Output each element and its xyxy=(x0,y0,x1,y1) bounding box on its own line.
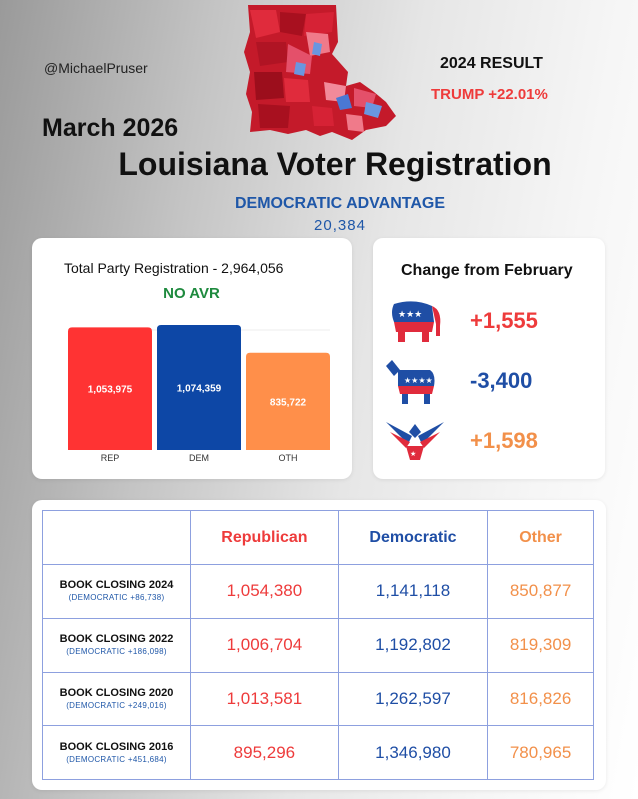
row-label-cell xyxy=(43,672,191,726)
cell-oth: 816,826 xyxy=(488,672,594,726)
eagle-icon xyxy=(384,416,446,466)
bar-value-label: 1,053,975 xyxy=(87,384,133,396)
elephant-icon xyxy=(384,296,446,346)
cell-dem: 1,346,980 xyxy=(338,726,487,780)
cell-oth: 780,965 xyxy=(488,726,594,780)
louisiana-map xyxy=(236,2,408,142)
history-table xyxy=(42,510,594,780)
change-value-rep: +1,555 xyxy=(470,308,538,333)
cell-rep: 1,013,581 xyxy=(191,672,339,726)
change-value-oth: +1,598 xyxy=(470,428,538,453)
bar-chart xyxy=(32,310,352,470)
row-margin: (DEMOCRATIC +249,016) xyxy=(66,700,167,710)
category-label: DEM xyxy=(189,453,209,463)
table-header-row xyxy=(43,511,594,565)
svg-text:★★★: ★★★ xyxy=(398,310,423,320)
donkey-icon xyxy=(384,356,446,406)
svg-text:★★★★: ★★★★ xyxy=(404,376,433,385)
category-label: OTH xyxy=(278,453,298,463)
result-title: 2024 RESULT xyxy=(440,55,543,72)
row-label-cell xyxy=(43,726,191,780)
cell-oth: 819,309 xyxy=(488,618,594,672)
chart-subtitle: NO AVR xyxy=(163,285,220,302)
row-label: BOOK CLOSING 2016 xyxy=(59,740,174,753)
change-title: Change from February xyxy=(401,262,573,279)
bar-value-label: 835,722 xyxy=(269,397,307,409)
report-month: March 2026 xyxy=(42,114,179,142)
table-corner-cell xyxy=(43,511,191,565)
row-label: BOOK CLOSING 2020 xyxy=(59,686,174,699)
cell-rep: 895,296 xyxy=(191,726,339,780)
cell-rep: 1,054,380 xyxy=(191,565,339,619)
chart-title: Total Party Registration - 2,964,056 xyxy=(64,260,284,276)
header-democratic: Democratic xyxy=(338,511,487,565)
header-republican: Republican xyxy=(191,511,339,565)
cell-dem: 1,141,118 xyxy=(338,565,487,619)
advantage-value: 20,384 xyxy=(314,217,366,234)
row-margin: (DEMOCRATIC +186,098) xyxy=(66,647,167,657)
change-value-dem: -3,400 xyxy=(470,368,533,393)
advantage-label: DEMOCRATIC ADVANTAGE xyxy=(234,195,446,212)
table-row xyxy=(43,618,594,672)
cell-rep: 1,006,704 xyxy=(191,618,339,672)
table-row xyxy=(43,565,594,619)
header-other: Other xyxy=(488,511,594,565)
table-row xyxy=(43,726,594,780)
row-label-cell xyxy=(43,565,191,619)
row-margin: (DEMOCRATIC +451,684) xyxy=(66,754,167,764)
author-handle: @MichaelPruser xyxy=(44,60,148,76)
cell-oth: 850,877 xyxy=(488,565,594,619)
row-label: BOOK CLOSING 2022 xyxy=(59,633,174,646)
category-label: REP xyxy=(100,453,120,463)
cell-dem: 1,192,802 xyxy=(338,618,487,672)
svg-text:★: ★ xyxy=(410,450,417,458)
cell-dem: 1,262,597 xyxy=(338,672,487,726)
result-value: TRUMP +22.01% xyxy=(431,86,548,103)
page-title: Louisiana Voter Registration xyxy=(118,146,552,182)
row-label-cell xyxy=(43,618,191,672)
table-row xyxy=(43,672,594,726)
row-margin: (DEMOCRATIC +86,738) xyxy=(68,593,165,603)
bar-value-label: 1,074,359 xyxy=(176,383,222,395)
row-label: BOOK CLOSING 2024 xyxy=(59,579,174,592)
